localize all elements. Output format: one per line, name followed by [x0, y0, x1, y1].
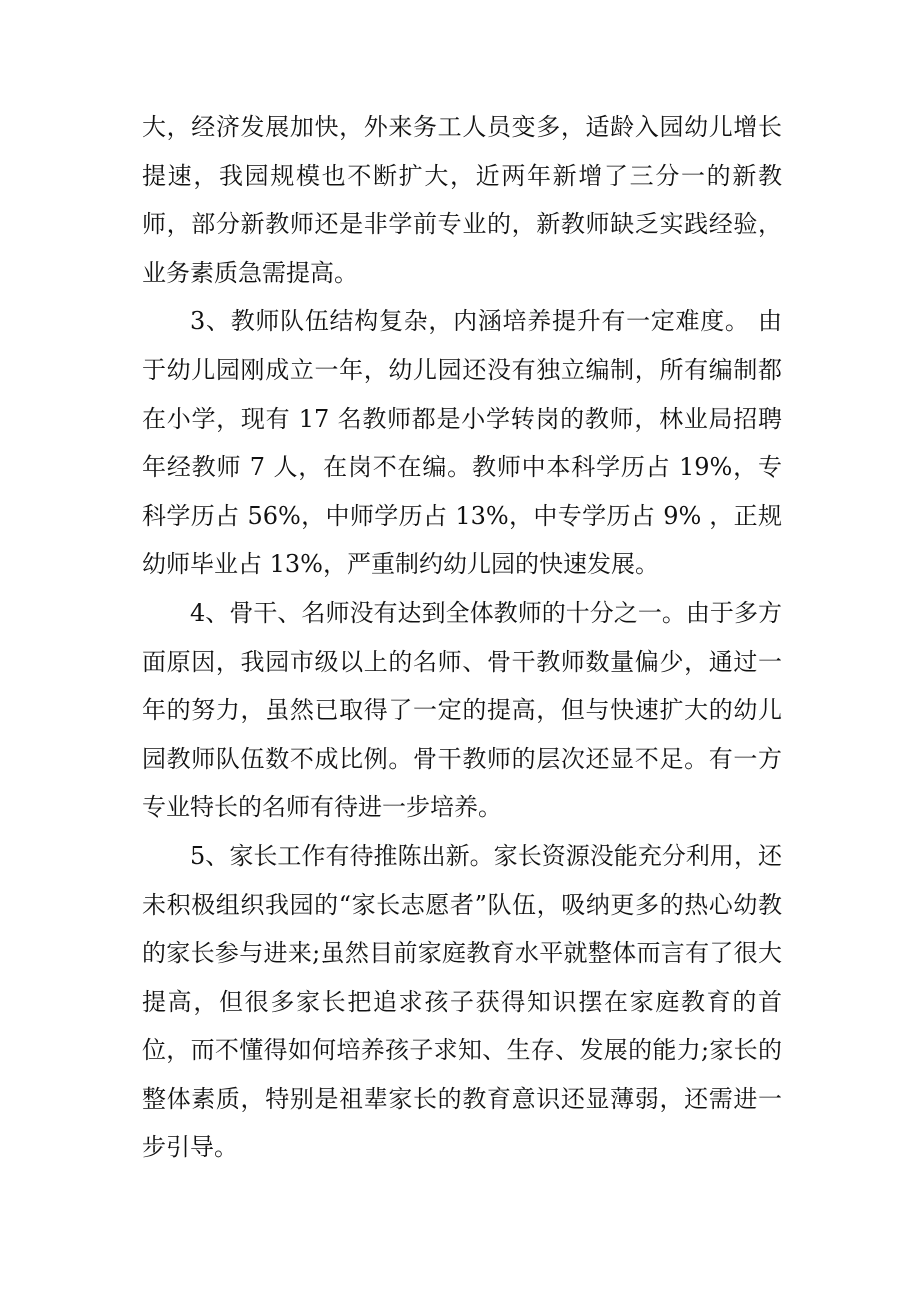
paragraph-item-3: 3、教师队伍结构复杂，内涵培养提升有一定难度。 由于幼儿园刚成立一年，幼儿园还没有独立编制，所有编制都在小学，现有 17 名教师都是小学转岗的教师，林业局招聘年经教师 7 人，在岗不在编。教师中本科学历占 19%，专科学历占 56%，中师学历占 13%，中专学历占 9% ，正规幼师毕业占 13%，严重制约幼儿园的快速发展。	[142, 307, 782, 579]
paragraph-continuation: 大，经济发展加快，外来务工人员变多，适龄入园幼儿增长提速，我园规模也不断扩大，近两年新增了三分一的新教师，部分新教师还是非学前专业的，新教师缺乏实践经验，业务素质急需提高。	[142, 113, 782, 287]
document-body	[142, 103, 782, 1172]
paragraph-item-4: 4、骨干、名师没有达到全体教师的十分之一。由于多方面原因，我园市级以上的名师、骨干教师数量偏少，通过一年的努力，虽然已取得了一定的提高，但与快速扩大的幼儿园教师队伍数不成比例。骨干教师的层次还显不足。有一方专业特长的名师有待进一步培养。	[142, 598, 782, 822]
paragraph-item-5: 5、家长工作有待推陈出新。家长资源没能充分利用，还未积极组织我园的“家长志愿者”队伍，吸纳更多的热心幼教的家长参与进来;虽然目前家庭教育水平就整体而言有了很大提高，但很多家长把追求孩子获得知识摆在家庭教育的首位，而不懂得如何培养孩子求知、生存、发展的能力;家长的整体素质，特别是祖辈家长的教育意识还显薄弱，还需进一步引导。	[142, 841, 782, 1162]
